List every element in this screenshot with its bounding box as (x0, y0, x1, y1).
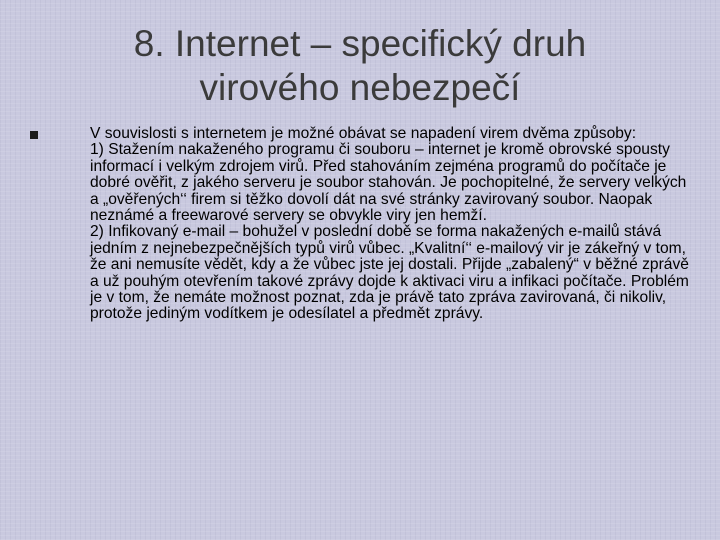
slide-title (60, 22, 660, 110)
body-paragraph-intro: V souvislosti s internetem je možné obávat se napadení virem dvěma způsoby: (90, 125, 637, 142)
slide-title-line-2: virového nebezpečí (199, 67, 521, 108)
body-paragraph-email: 2) Infikovaný e-mail – bohužel v poslední době se forma nakažených e-mailů stává jedním z nejnebezpečnějších typů virů vůbec. „Kvalitní‘‘ e-mailový vir je zákeřný v tom, že ani nemusíte vědět, kdy a že vůbec jste jej dostali. Přijde „zabalený“ v běžné zprávě a už pouhým otevřením takové zprávy dojde k aktivaci viru a infikaci počítače. Problém je v tom, že nemáte možnost poznat, zda je právě tato zpráva zavirovaná, či nikoliv, protože jediným vodítkem je odesílatel a předmět zprávy. (90, 223, 689, 323)
slide-title-line-1: 8. Internet – specifický druh (133, 23, 587, 64)
slide-body (90, 126, 690, 323)
square-bullet-icon (30, 131, 38, 139)
body-paragraph-download: 1) Stažením nakaženého programu či souboru – internet je kromě obrovské spousty informací i velkým zdrojem virů. Před stahováním zejména programů do počítače je dobré ověřit, z jakého serveru je soubor stahován. Je pochopitelné, že servery velkých a „ověřených‘‘ firem si těžko dovolí dát na své stránky zavirovaný soubor. Naopak neznámé a freewarové servery se obvykle viry jen hemží. (90, 141, 687, 225)
